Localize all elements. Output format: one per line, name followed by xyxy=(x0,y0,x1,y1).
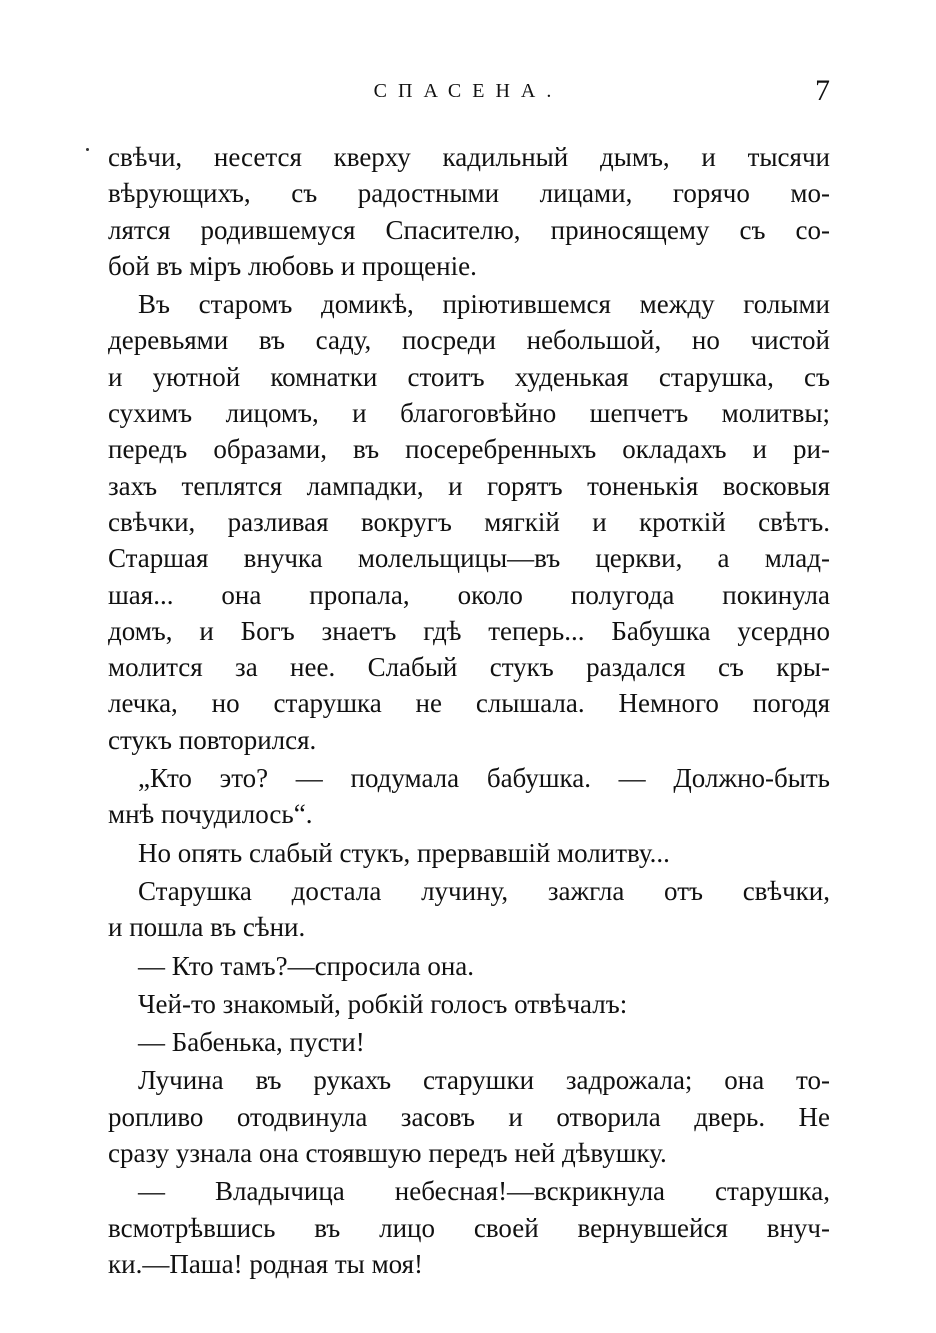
text-line: молится за нее. Слабый стукъ раздался съ кры- xyxy=(108,652,830,683)
text-line: свѣчи, несется кверху кадильный дымъ, и тысячи xyxy=(108,142,830,172)
paragraph xyxy=(108,760,830,833)
text-line: Но опять слабый стукъ, прервавшій молитву... xyxy=(138,837,670,868)
paragraph xyxy=(108,873,830,946)
text-line: мнѣ почудилось“. xyxy=(108,799,313,830)
paragraph xyxy=(108,986,830,1022)
page-number: 7 xyxy=(815,74,830,107)
text-line: стукъ повторился. xyxy=(108,724,317,755)
text-line: шая... она пропала, около полугода покинула xyxy=(108,579,830,610)
page-header xyxy=(108,74,828,114)
paragraph xyxy=(108,1062,830,1171)
text-line: Старушка достала лучину, зажгла отъ свѣчки, xyxy=(138,875,830,906)
text-line: лечка, но старушка не слышала. Немного погодя xyxy=(108,688,830,719)
text-line: передъ образами, въ посеребренныхъ окладахъ и ри- xyxy=(108,434,830,465)
text-line: — Бабенька, пусти! xyxy=(138,1027,365,1058)
text-line: домъ, и Богъ знаетъ гдѣ теперь... Бабушка усердно xyxy=(108,615,830,646)
paragraph xyxy=(108,286,830,758)
text-line: деревьями въ саду, посреди небольшой, но чистой xyxy=(108,325,830,356)
paragraph xyxy=(108,1024,830,1060)
text-line: Лучина въ рукахъ старушки задрожала; она то- xyxy=(138,1065,830,1096)
body-text xyxy=(108,139,830,1282)
text-line: ки.—Паша! родная ты моя! xyxy=(108,1248,424,1279)
text-line: Чей-то знакомый, робкій голосъ отвѣчалъ: xyxy=(138,988,628,1019)
paragraph xyxy=(108,139,830,284)
paragraph xyxy=(108,948,830,984)
text-line: свѣчки, разливая вокругъ мягкій и кроткій свѣтъ. xyxy=(108,506,830,537)
text-line: ропливо отодвинула засовъ и отворила дверь. Не xyxy=(108,1101,830,1132)
paragraph xyxy=(108,1173,830,1282)
text-line: всмотрѣвшись въ лицо своей вернувшейся внуч- xyxy=(108,1212,830,1243)
text-line: сразу узнала она стоявшую передъ ней дѣвушку. xyxy=(108,1138,667,1169)
text-line: Старшая внучка молельщицы—въ церкви, а млад- xyxy=(108,543,830,574)
paragraph xyxy=(108,835,830,871)
running-title: СПАСЕНА. xyxy=(373,80,563,102)
text-line: вѣрующихъ, съ радостными лицами, горячо мо- xyxy=(108,178,830,209)
text-line: — Кто тамъ?—спросила она. xyxy=(138,950,474,981)
text-line: „Кто это? — подумала бабушка. — Должно-быть xyxy=(138,763,830,794)
text-line: сухимъ лицомъ, и благоговѣйно шепчетъ молитвы; xyxy=(108,398,830,429)
text-line: и пошла въ сѣни. xyxy=(108,912,306,943)
ink-speck xyxy=(86,148,89,151)
text-line: — Владычица небесная!—вскрикнула старушка, xyxy=(138,1176,830,1207)
text-line: и уютной комнатки стоитъ худенькая старушка, съ xyxy=(108,361,830,392)
text-line: бой въ міръ любовь и прощеніе. xyxy=(108,250,477,281)
text-line: лятся родившемуся Спасителю, приносящему съ со- xyxy=(108,214,830,245)
text-line: Въ старомъ домикѣ, пріютившемся между голыми xyxy=(138,289,830,320)
text-line: захъ теплятся лампадки, и горятъ тоненькія восковыя xyxy=(108,470,830,501)
